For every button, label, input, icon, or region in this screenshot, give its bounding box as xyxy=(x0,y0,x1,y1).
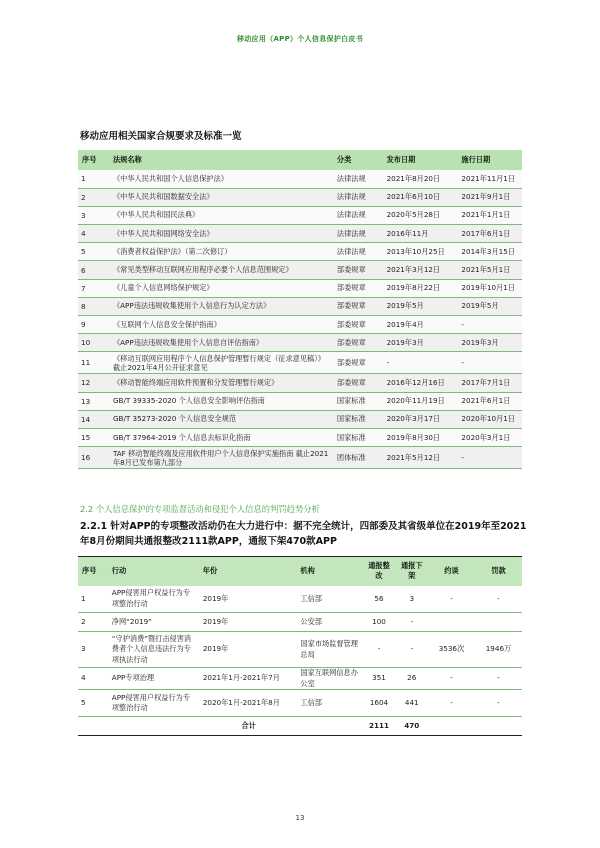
cell-category: 部委规章 xyxy=(336,301,366,311)
header-publish-date: 发布日期 xyxy=(386,155,416,164)
cell-remove: 26 xyxy=(407,673,417,683)
table-row xyxy=(78,206,522,224)
cell-no: 5 xyxy=(81,247,86,257)
cell-empty xyxy=(475,717,522,736)
cell-action: APP侵害用户权益行为专项整治行动 xyxy=(111,692,191,712)
cell-effective-date: 2020年3月1日 xyxy=(461,432,511,442)
table-row xyxy=(78,428,522,446)
cell-action: “守护消费”暨打击侵害消费者个人信息违法行为专项执法行动 xyxy=(111,633,192,664)
total-row xyxy=(78,717,522,736)
cell-no: 14 xyxy=(81,414,91,424)
cell-org: 工信部 xyxy=(300,593,322,603)
cell-no: 8 xyxy=(81,301,86,311)
cell-category: 法律法规 xyxy=(336,192,366,202)
cell-category: 部委规章 xyxy=(336,283,366,293)
cell-effective-date: - xyxy=(461,453,465,463)
cell-name: 《互联网个人信息安全保护指南》 xyxy=(112,319,221,329)
table-row xyxy=(78,586,522,613)
cell-name: 《常见类型移动互联网应用程序必要个人信息范围规定》 xyxy=(112,265,293,275)
cell-no: 3 xyxy=(81,210,86,220)
cell-name: TAF 移动智能终端及应用软件用户个人信息保护实施指南 截止2021年8月已发布第九部分 xyxy=(112,448,329,467)
cell-category: 部委规章 xyxy=(336,377,366,387)
cell-name: 《APP违法违规收集使用个人信息行为认定方法》 xyxy=(112,301,271,311)
cell-no: 6 xyxy=(81,265,86,275)
table-row xyxy=(78,261,522,279)
cell-org: 公安部 xyxy=(300,616,322,626)
cell-name: 《中华人民共和国网络安全法》 xyxy=(112,228,214,238)
cell-org: 国家互联网信息办公室 xyxy=(300,668,358,688)
cell-interview: 3536次 xyxy=(438,644,465,654)
cell-fine xyxy=(475,613,522,632)
cell-notify: 56 xyxy=(374,593,384,603)
table-row xyxy=(78,170,522,188)
cell-name: GB/T 37964-2019 个人信息去标识化指南 xyxy=(112,432,251,442)
table-row xyxy=(78,316,522,334)
cell-name: 《中华人民共和国个人信息保护法》 xyxy=(112,173,228,183)
table-row xyxy=(78,279,522,297)
cell-action: APP侵害用户权益行为专项整治行动 xyxy=(111,588,191,608)
cell-category: 法律法规 xyxy=(336,246,366,256)
cell-publish-date: 2019年3月 xyxy=(386,337,424,347)
cell-no: 3 xyxy=(81,644,86,654)
cell-publish-date: 2019年5月 xyxy=(386,301,424,311)
cell-year: 2019年 xyxy=(202,616,229,626)
page-number: 13 xyxy=(295,814,305,822)
cell-no: 1 xyxy=(81,593,86,603)
table-row xyxy=(78,352,522,374)
cell-interview: - xyxy=(450,697,453,707)
header-effective-date: 施行日期 xyxy=(461,155,491,164)
table-row xyxy=(78,690,522,717)
cell-category: 国家标准 xyxy=(336,414,366,424)
table-header-row xyxy=(78,557,522,586)
table-row xyxy=(78,188,522,206)
cell-effective-date: 2020年10月1日 xyxy=(461,414,515,424)
cell-notify: - xyxy=(377,644,381,654)
table-row xyxy=(78,392,522,410)
cell-publish-date: 2016年11月 xyxy=(386,228,429,238)
subheading-green: 2.2 个人信息保护的专项监督活动和侵犯个人信息的判罚趋势分析 xyxy=(80,504,320,514)
table-row xyxy=(78,334,522,352)
header-remove: 通报下架 xyxy=(400,561,423,581)
cell-org: 工信部 xyxy=(300,697,322,707)
cell-category: 法律法规 xyxy=(336,228,366,238)
cell-remove: - xyxy=(410,616,414,626)
cell-fine: - xyxy=(497,697,500,707)
cell-no: 5 xyxy=(81,697,86,707)
table-row xyxy=(78,297,522,315)
cell-name: 《移动互联网应用程序个人信息保护管理暂行规定（征求意见稿）》截止2021年4月公开征求意见 xyxy=(112,353,325,372)
cell-name: 《儿童个人信息网络保护规定》 xyxy=(112,283,214,293)
table-row xyxy=(78,225,522,243)
table-row xyxy=(78,632,522,668)
section-title: 移动应用相关国家合规要求及标准一览 xyxy=(80,131,242,142)
cell-empty xyxy=(428,717,475,736)
cell-notify: 351 xyxy=(372,673,386,683)
cell-name: 《中华人民共和国民法典》 xyxy=(112,210,200,220)
table-row xyxy=(78,243,522,261)
document-header: 移动应用（APP）个人信息保护白皮书 xyxy=(236,35,364,43)
cell-category: 部委规章 xyxy=(336,337,366,347)
cell-category: 国家标准 xyxy=(336,396,366,406)
cell-name: GB/T 39335-2020 个人信息安全影响评估指南 xyxy=(112,396,265,406)
cell-effective-date: 2014年3月15日 xyxy=(461,246,515,256)
cell-category: 法律法规 xyxy=(336,210,366,220)
cell-category: 部委规章 xyxy=(336,265,366,275)
cell-interview: - xyxy=(450,673,453,683)
cell-effective-date: 2021年11月1日 xyxy=(461,173,515,183)
cell-no: 4 xyxy=(81,673,86,683)
cell-name: GB/T 35273-2020 个人信息安全规范 xyxy=(112,414,237,424)
cell-publish-date: 2020年5月28日 xyxy=(386,210,441,220)
cell-no: 2 xyxy=(81,616,86,626)
cell-publish-date: 2021年3月12日 xyxy=(386,265,441,275)
total-label: 合计 xyxy=(241,720,256,730)
cell-no: 10 xyxy=(81,338,91,348)
cell-name: 《移动智能终端应用软件预置和分发管理暂行规定》 xyxy=(112,377,279,387)
cell-publish-date: 2020年11月19日 xyxy=(386,396,445,406)
cell-empty xyxy=(297,717,362,736)
cell-effective-date: - xyxy=(461,320,465,330)
cell-effective-date: 2019年3月 xyxy=(461,337,499,347)
cell-category: 部委规章 xyxy=(336,357,366,367)
cell-publish-date: 2019年4月 xyxy=(386,319,424,329)
cell-name: 《消费者权益保护法》（第二次修订） xyxy=(112,246,232,256)
cell-year: 2020年1月-2021年8月 xyxy=(202,697,280,707)
header-name: 法规名称 xyxy=(112,155,142,164)
header-year: 年份 xyxy=(202,566,218,576)
cell-effective-date: 2019年5月 xyxy=(461,301,499,311)
cell-year: 2021年1月-2021年7月 xyxy=(202,673,280,683)
cell-no: 11 xyxy=(81,358,91,368)
cell-effective-date: 2021年9月1日 xyxy=(461,192,511,202)
header-notify: 通报整改 xyxy=(368,561,390,581)
cell-effective-date: 2021年1月1日 xyxy=(461,210,511,220)
table-header-row xyxy=(78,150,522,170)
cell-empty xyxy=(109,717,200,736)
cell-no: 15 xyxy=(81,433,91,443)
table-row xyxy=(78,447,522,469)
cell-interview xyxy=(428,613,475,632)
cell-no: 4 xyxy=(81,229,86,239)
cell-remove: - xyxy=(410,644,414,654)
header-interview: 约谈 xyxy=(444,566,459,576)
cell-no: 12 xyxy=(81,378,91,388)
cell-effective-date: 2021年6月1日 xyxy=(461,396,511,406)
cell-effective-date: 2021年5月1日 xyxy=(461,265,511,275)
table-row xyxy=(78,613,522,632)
cell-no: 1 xyxy=(81,174,86,184)
total-notify: 2111 xyxy=(368,720,389,730)
cell-publish-date: 2019年8月30日 xyxy=(386,432,441,442)
cell-interview: - xyxy=(450,593,453,603)
cell-action: APP专项治理 xyxy=(111,673,155,683)
cell-fine: - xyxy=(497,593,500,603)
cell-fine: 1946万 xyxy=(485,644,512,654)
cell-publish-date: 2021年5月12日 xyxy=(386,452,441,462)
cell-publish-date: 2019年8月22日 xyxy=(386,283,441,293)
table-row xyxy=(78,668,522,690)
cell-publish-date: 2013年10月25日 xyxy=(386,246,445,256)
cell-name: 《中华人民共和国数据安全法》 xyxy=(112,192,214,202)
regulations-table xyxy=(78,150,522,469)
cell-publish-date: 2021年6月10日 xyxy=(386,192,441,202)
cell-effective-date: - xyxy=(461,358,465,368)
cell-category: 国家标准 xyxy=(336,432,366,442)
header-no: 序号 xyxy=(82,155,97,164)
header-fine: 罚款 xyxy=(491,566,506,576)
cell-no: 2 xyxy=(81,192,86,202)
cell-notify: 100 xyxy=(372,616,386,626)
cell-effective-date: 2017年6月1日 xyxy=(461,228,511,238)
cell-no: 7 xyxy=(81,283,86,293)
header-category: 分类 xyxy=(336,155,352,164)
table-row xyxy=(78,410,522,428)
subheading-bold: 2.2.1 针对APP的专项整改活动仍在大力进行中：据不完全统计，四部委及其省级单位在2019年至2021年8月份期间共通报整改2111款APP，通报下架470款APP xyxy=(80,521,527,547)
cell-year: 2019年 xyxy=(202,644,229,654)
cell-year: 2019年 xyxy=(202,593,229,603)
cell-category: 团体标准 xyxy=(336,452,366,462)
cell-remove: 3 xyxy=(409,593,415,603)
total-remove: 470 xyxy=(404,720,420,730)
cell-publish-date: 2016年12月16日 xyxy=(386,377,445,387)
cell-no: 9 xyxy=(81,320,86,330)
rectification-table xyxy=(78,556,522,736)
cell-publish-date: 2021年8月20日 xyxy=(386,173,441,183)
cell-fine: - xyxy=(497,673,500,683)
cell-publish-date: 2020年3月17日 xyxy=(386,414,441,424)
cell-notify: 1604 xyxy=(369,697,389,707)
cell-effective-date: 2017年7月1日 xyxy=(461,377,511,387)
cell-org: 国家市场监督管理总局 xyxy=(300,639,358,659)
cell-category: 法律法规 xyxy=(336,173,366,183)
cell-no: 16 xyxy=(81,453,91,463)
cell-publish-date: - xyxy=(386,358,390,368)
cell-remove: 441 xyxy=(404,697,419,707)
header-action: 行动 xyxy=(111,566,127,576)
cell-no: 13 xyxy=(81,396,91,406)
cell-action: 净网“2019” xyxy=(111,616,152,626)
cell-name: 《APP违法违规收集使用个人信息自评估指南》 xyxy=(112,337,264,347)
cell-effective-date: 2019年10月1日 xyxy=(461,283,515,293)
header-org: 机构 xyxy=(300,566,315,576)
cell-empty xyxy=(78,717,109,736)
table-row xyxy=(78,374,522,392)
header-no: 序号 xyxy=(82,566,97,576)
cell-category: 部委规章 xyxy=(336,319,366,329)
